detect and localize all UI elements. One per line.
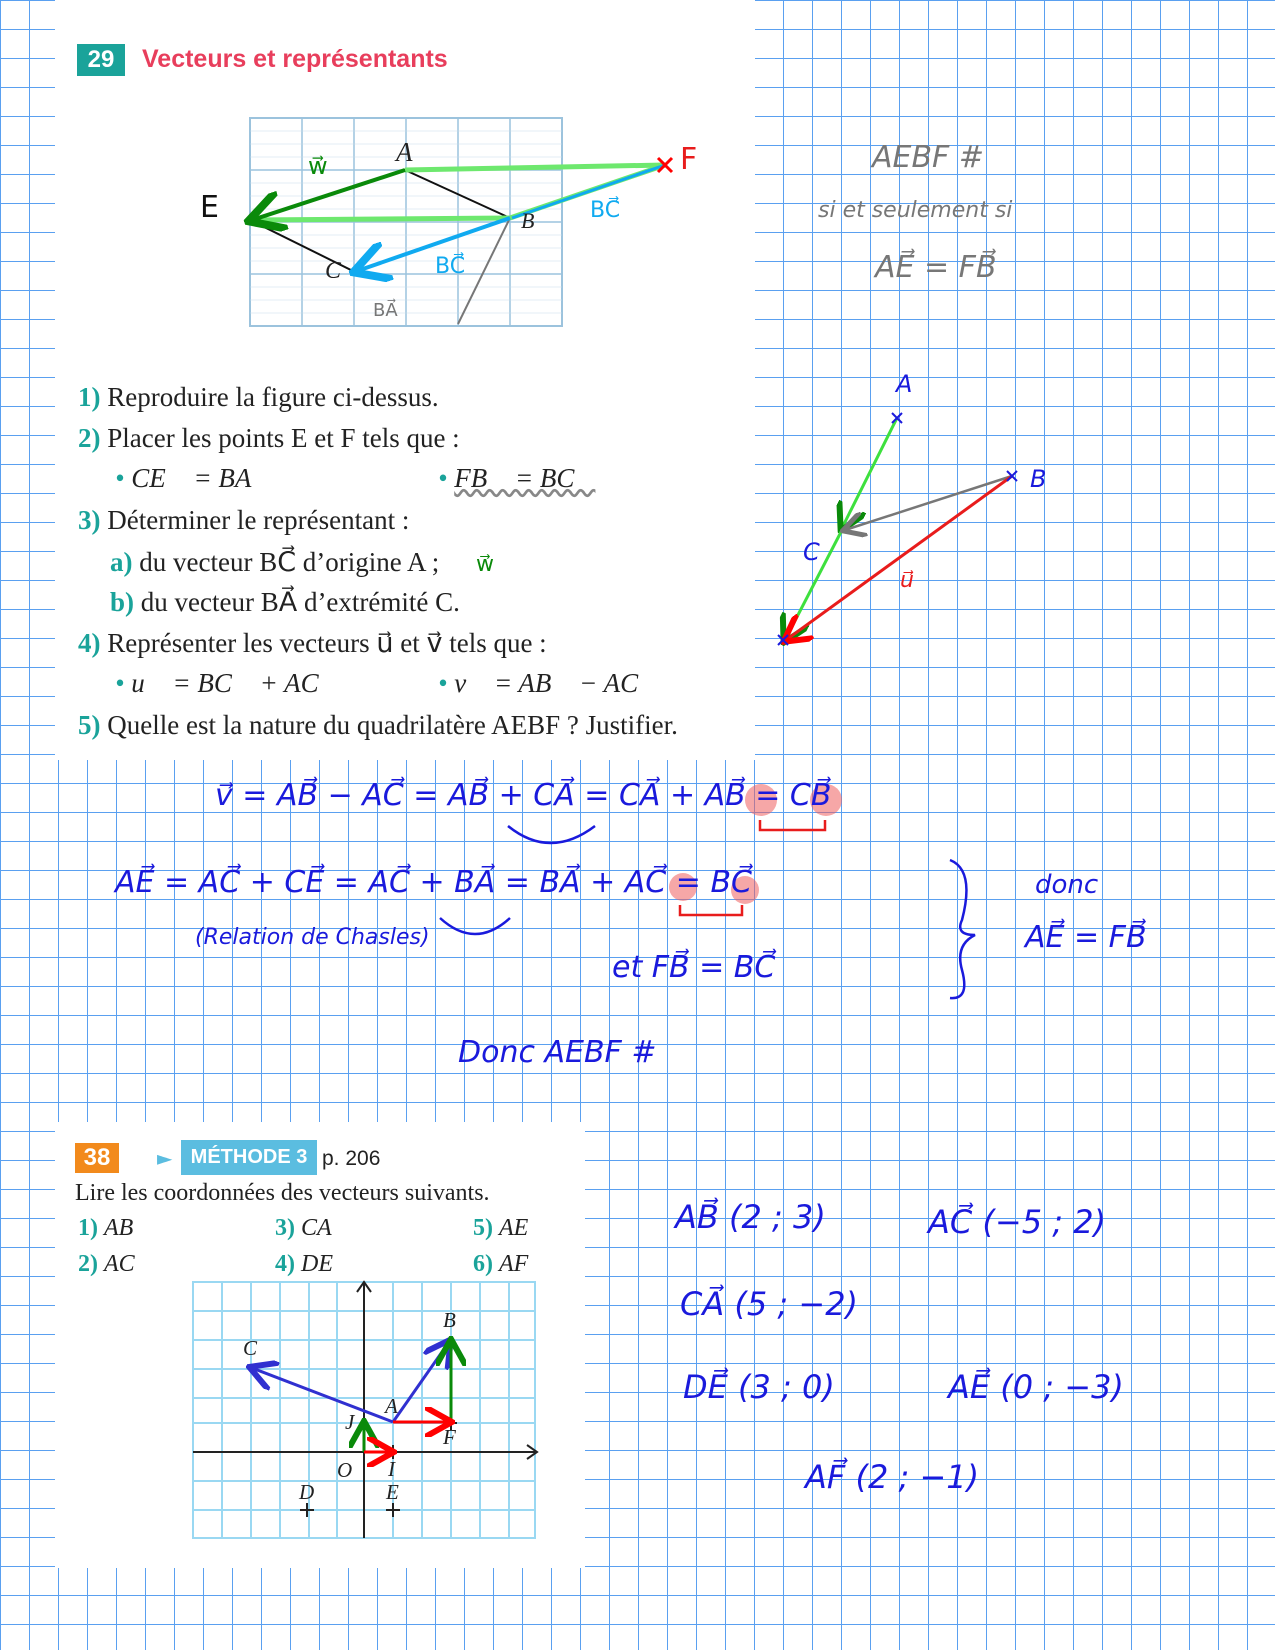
- graph-label-o: O: [337, 1458, 353, 1482]
- graph-label-a: A: [385, 1394, 398, 1418]
- item-vector: AE⃗: [499, 1215, 547, 1241]
- method-page: p. 206: [322, 1147, 381, 1170]
- condition-v: v⃗ = AB⃗ − AC⃗: [454, 668, 660, 698]
- note-ae-equals-fb: AE⃗ = FB⃗: [1025, 920, 1147, 955]
- vector-bc-label: BC⃗: [590, 198, 621, 223]
- question-number: a): [110, 547, 133, 577]
- graph-label-e: E: [386, 1480, 399, 1504]
- question-number: 2): [78, 423, 101, 453]
- question-number: 1): [78, 382, 101, 412]
- method-link[interactable]: MÉTHODE 3: [181, 1140, 317, 1175]
- item-vector: DE⃗: [301, 1251, 352, 1277]
- note-conclusion: Donc AEBF #: [458, 1035, 657, 1070]
- answer-af: AF⃗ (2 ; −1): [805, 1458, 980, 1496]
- item-vector: AC⃗: [104, 1251, 154, 1277]
- item-number: 1): [78, 1215, 98, 1241]
- question-number: 5): [78, 710, 101, 740]
- question-text: Représenter les vecteurs u⃗ et v⃗ tels que :: [107, 628, 547, 658]
- question-text: du vecteur BC⃗ d’origine A ;: [139, 547, 440, 577]
- note-iff: si et seulement si: [818, 198, 1013, 223]
- note-fb-bc: et FB⃗ = BC⃗: [612, 950, 776, 985]
- vector-bc-label-2: BC⃗: [435, 254, 466, 279]
- method-arrow-icon: ►: [157, 1146, 173, 1170]
- note-chasles: (Relation de Chasles): [195, 925, 430, 950]
- point-f-label: F: [680, 142, 698, 177]
- answer-ae: AE⃗ (0 ; −3): [948, 1368, 1124, 1406]
- question-text: Reproduire la figure ci-dessus.: [107, 382, 439, 412]
- w-note: w⃗: [476, 552, 495, 577]
- note-donc: donc: [1035, 870, 1099, 900]
- answer-ca: CA⃗ (5 ; −2): [680, 1285, 859, 1323]
- item-vector: CA⃗: [301, 1215, 351, 1241]
- answer-ab: AB⃗ (2 ; 3): [675, 1198, 826, 1236]
- exercise-title: Vecteurs et représentants: [142, 45, 448, 73]
- item-number: 3): [275, 1215, 295, 1241]
- vector-ba-label: BA⃗: [373, 300, 398, 321]
- graph-label-j: J: [345, 1410, 355, 1434]
- question-number: b): [110, 587, 135, 617]
- exercise-38-prompt: Lire les coordonnées des vecteurs suivants.: [75, 1180, 490, 1206]
- graph-label-d: D: [299, 1480, 315, 1504]
- item-number: 5): [473, 1215, 493, 1241]
- graph-label-f: F: [443, 1425, 456, 1449]
- question-text: Déterminer le représentant :: [107, 505, 410, 535]
- exercise-38-number: 38: [75, 1143, 119, 1173]
- graph-label-b: B: [443, 1308, 456, 1332]
- right-point-c: C: [803, 538, 820, 566]
- note-ae-derivation: AE⃗ = AC⃗ + CE⃗ = AC⃗ + BA⃗ = BA⃗ + AC⃗ = BC⃗: [115, 865, 752, 900]
- question-number: 3): [78, 505, 101, 535]
- right-point-a: A: [896, 370, 913, 398]
- question-text: Quelle est la nature du quadrilatère AEBF ? Justifier.: [107, 710, 678, 740]
- vector-w-label: w⃗: [308, 152, 328, 180]
- notes-right-figure: [778, 413, 1017, 645]
- item-vector: AB⃗: [104, 1215, 152, 1241]
- point-a-label: A: [396, 137, 413, 167]
- answer-ac: AC⃗ (−5 ; 2): [928, 1203, 1107, 1241]
- item-vector: AF⃗: [499, 1251, 547, 1277]
- answer-de: DE⃗ (3 ; 0): [683, 1368, 835, 1406]
- item-number: 6): [473, 1251, 493, 1277]
- graph-label-i: I: [388, 1457, 395, 1481]
- graph-label-c: C: [243, 1336, 258, 1360]
- note-v-derivation: v⃗ = AB⃗ − AC⃗ = AB⃗ + CA⃗ = CA⃗ + AB⃗ = CB⃗: [215, 778, 832, 813]
- condition-u: u⃗ = BC⃗ + AC⃗: [131, 668, 340, 698]
- right-vector-u: u⃗: [900, 568, 914, 593]
- point-b-label: B: [521, 208, 535, 233]
- question-text: du vecteur BA⃗ d’extrémité C.: [140, 587, 460, 617]
- note-ae-fb: AE⃗ = FB⃗: [875, 250, 997, 285]
- item-number: 4): [275, 1251, 295, 1277]
- point-e-label: E: [200, 190, 219, 225]
- note-aebf-parallelogram: AEBF #: [872, 140, 984, 175]
- right-point-b: B: [1030, 465, 1047, 493]
- item-number: 2): [78, 1251, 98, 1277]
- question-number: 4): [78, 628, 101, 658]
- condition-ce-ba: CE⃗ = BA⃗: [131, 463, 273, 493]
- page: 29 Vecteurs et représentants A B C E F w⃗ BC⃗ BC⃗ BA⃗ 1) Reproduire la figure ci-dessus. 2) Placer les points E et F tels que : • CE⃗ = BA⃗ • FB⃗ = BC⃗ 3) Déterminer le représentant : a) du vecteur BC⃗ d’origine A ; w⃗ b) du vecteur BA⃗ d’extrémité C. 4) Représenter les vecteurs u⃗ et v⃗ tels que : • u⃗ = BC⃗ + AC⃗ • v⃗ = AB⃗ − AC⃗ 5) Quelle est la nature du quadrilatère AEBF ? Justifier. AEBF # si et seulement si AE⃗ = FB⃗ A B C u⃗ v⃗ = AB⃗ − AC⃗ = AB⃗ + CA⃗ = CA⃗ + AB⃗ = CB⃗ AE⃗ = AC⃗ + CE⃗ = AC⃗ + BA⃗ = BA⃗ + AC⃗ = BC⃗ (Relation de Chasles) et FB⃗ = BC⃗ donc AE⃗ = FB⃗ Donc AEBF # 38 ► MÉTHODE 3 p. 206 Lire les coordonnées des vecteurs suivants. 1) AB⃗ 2) AC⃗ 3) CA⃗ 4) DE⃗ 5) AE⃗ 6) AF⃗ A B C D E F I J O AB⃗ (2 ; 3) AC⃗ (−5 ; 2) CA⃗ (5 ; −2) DE⃗ (3 ; 0) AE⃗ (0 ; −3) AF⃗ (2 ; −1): [0, 0, 1275, 1650]
- condition-fb-bc: FB⃗ = BC⃗: [454, 463, 596, 493]
- question-text: Placer les points E et F tels que :: [107, 423, 460, 453]
- point-c-label: C: [325, 258, 342, 284]
- exercise-number: 29: [77, 44, 125, 76]
